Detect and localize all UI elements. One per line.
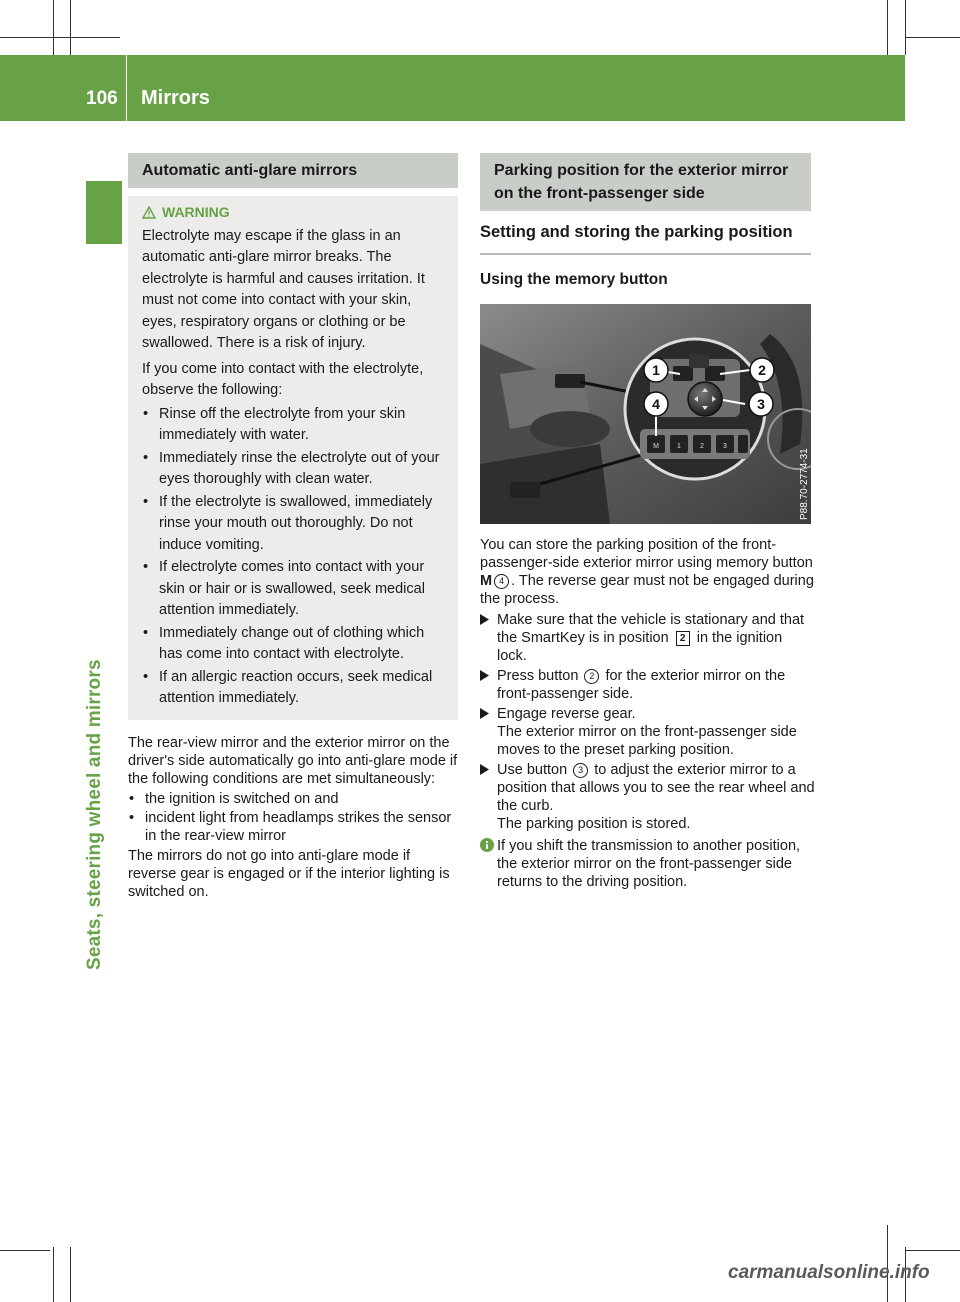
- step-list: [480, 611, 815, 833]
- chapter-tab: [86, 181, 122, 244]
- crop-mark: [53, 0, 54, 55]
- warning-bullet-list: [142, 404, 444, 710]
- step-text: to adjust the exterior mirror to a position that allows you to see the rear wheel and the curb.: [497, 762, 815, 814]
- button-label-m: M: [653, 443, 659, 450]
- list-item: • incident light from headlamps strikes the sensor in the rear-view mirror: [128, 809, 458, 845]
- step-item: [480, 761, 815, 833]
- step-text: Press button: [497, 668, 583, 684]
- left-column: [128, 153, 458, 901]
- step-arrow-icon: [480, 764, 489, 775]
- crop-mark: [905, 37, 960, 38]
- body-paragraph: The rear-view mirror and the exterior mirror on the driver's side automatically go into anti-glare mode if the following conditions are met simultaneously:: [128, 734, 458, 787]
- list-item: • If electrolyte comes into contact with your skin or hair or is swallowed, seek medical attention immediately.: [142, 557, 444, 622]
- right-column: [480, 153, 811, 289]
- page-number: 106: [86, 88, 118, 109]
- crop-mark: [53, 1247, 54, 1302]
- section-title-anti-glare: Automatic anti-glare mirrors: [128, 153, 458, 188]
- condition-list: [128, 790, 458, 845]
- image-code: P88.70-2774-31: [799, 448, 810, 520]
- list-item: • the ignition is switched on and: [128, 790, 458, 808]
- note-text: If you shift the transmission to another position, the exterior mirror on the front-passenger side returns to the driving position.: [497, 838, 801, 890]
- step-arrow-icon: [480, 708, 489, 719]
- divider-rule: [480, 253, 811, 255]
- info-note: [480, 837, 815, 891]
- list-item: • If the electrolyte is swallowed, immediately rinse your mouth out thoroughly. Do not induce vomiting.: [142, 492, 444, 557]
- step-item: [480, 705, 815, 759]
- step-item: [480, 667, 815, 703]
- step-text: Use button: [497, 762, 572, 778]
- step-arrow-icon: [480, 670, 489, 681]
- crop-mark: [70, 0, 71, 55]
- footer-watermark: carmanualsonline.info: [728, 1262, 930, 1283]
- warning-triangle-icon: [142, 206, 156, 219]
- step-text: Make sure that the vehicle is stationary and that the SmartKey is in position: [497, 612, 805, 646]
- subheading-storing: Setting and storing the parking position: [480, 223, 793, 241]
- intro-text: You can store the parking position of the front-passenger-side exterior mirror using memory button: [480, 537, 813, 571]
- body-paragraph: The mirrors do not go into anti-glare mode if reverse gear is engaged or if the interior lighting is switched on.: [128, 847, 450, 900]
- chapter-title: Mirrors: [141, 87, 210, 109]
- callout-ref: 3: [573, 763, 588, 778]
- step-result: The exterior mirror on the front-passenger side moves to the preset parking position.: [497, 724, 797, 758]
- list-item: • If an allergic reaction occurs, seek medical attention immediately.: [142, 667, 444, 710]
- button-label-3: 3: [723, 443, 727, 450]
- key-position: 2: [676, 631, 690, 646]
- callout-ref: 2: [584, 669, 599, 684]
- warning-box: [128, 196, 458, 720]
- crop-mark: [905, 1250, 960, 1251]
- warning-label: WARNING: [162, 204, 230, 220]
- list-item: • Immediately change out of clothing which has come into contact with electrolyte.: [142, 623, 444, 666]
- button-label-2: 2: [700, 443, 704, 450]
- callout-3: 3: [757, 396, 765, 412]
- step-result: The parking position is stored.: [497, 816, 691, 832]
- crop-mark: [0, 37, 120, 38]
- right-column-body: [480, 536, 815, 891]
- crop-mark: [70, 1247, 71, 1302]
- crop-mark: [0, 1250, 50, 1251]
- page-header: [0, 55, 905, 121]
- step-item: [480, 611, 815, 665]
- step-text: for the exterior mirror on the front-passenger side.: [497, 668, 786, 702]
- warning-heading: [142, 202, 444, 224]
- section-title-parking-position: Parking position for the exterior mirror on the front-passenger side: [480, 153, 811, 211]
- step-text: Engage reverse gear.: [497, 706, 636, 722]
- body-text-block: [128, 734, 458, 901]
- callout-1: 1: [652, 362, 660, 378]
- crop-mark: [905, 0, 906, 55]
- callout-2: 2: [758, 362, 766, 378]
- callout-4: 4: [652, 396, 660, 412]
- info-icon: [480, 838, 494, 852]
- warning-paragraph: Electrolyte may escape if the glass in an automatic anti-glare mirror breaks. The electrolyte is harmful and causes irritation. It must not come into contact with your skin, eyes, respiratory organs or clothing or be swallowed. There is a risk of injury.: [142, 227, 425, 351]
- callout-ref: 4: [494, 574, 509, 589]
- list-item: • Immediately rinse the electrolyte out of your eyes thoroughly with clean water.: [142, 448, 444, 491]
- button-label-1: 1: [677, 443, 681, 450]
- warning-paragraph: If you come into contact with the electrolyte, observe the following:: [142, 360, 424, 398]
- crop-mark: [887, 0, 888, 55]
- intro-text: . The reverse gear must not be engaged during the process.: [480, 573, 814, 607]
- step-arrow-icon: [480, 614, 489, 625]
- intro-paragraph: [480, 536, 815, 608]
- side-chapter-label-text: Seats, steering wheel and mirrors: [84, 659, 105, 970]
- subsubheading-memory-button: Using the memory button: [480, 271, 668, 288]
- header-divider: [126, 55, 127, 121]
- step-text: in the ignition lock.: [497, 630, 783, 664]
- memory-button-illustration: [480, 304, 811, 524]
- memory-button-letter: M: [480, 573, 493, 589]
- list-item: • Rinse off the electrolyte from your skin immediately with water.: [142, 404, 444, 447]
